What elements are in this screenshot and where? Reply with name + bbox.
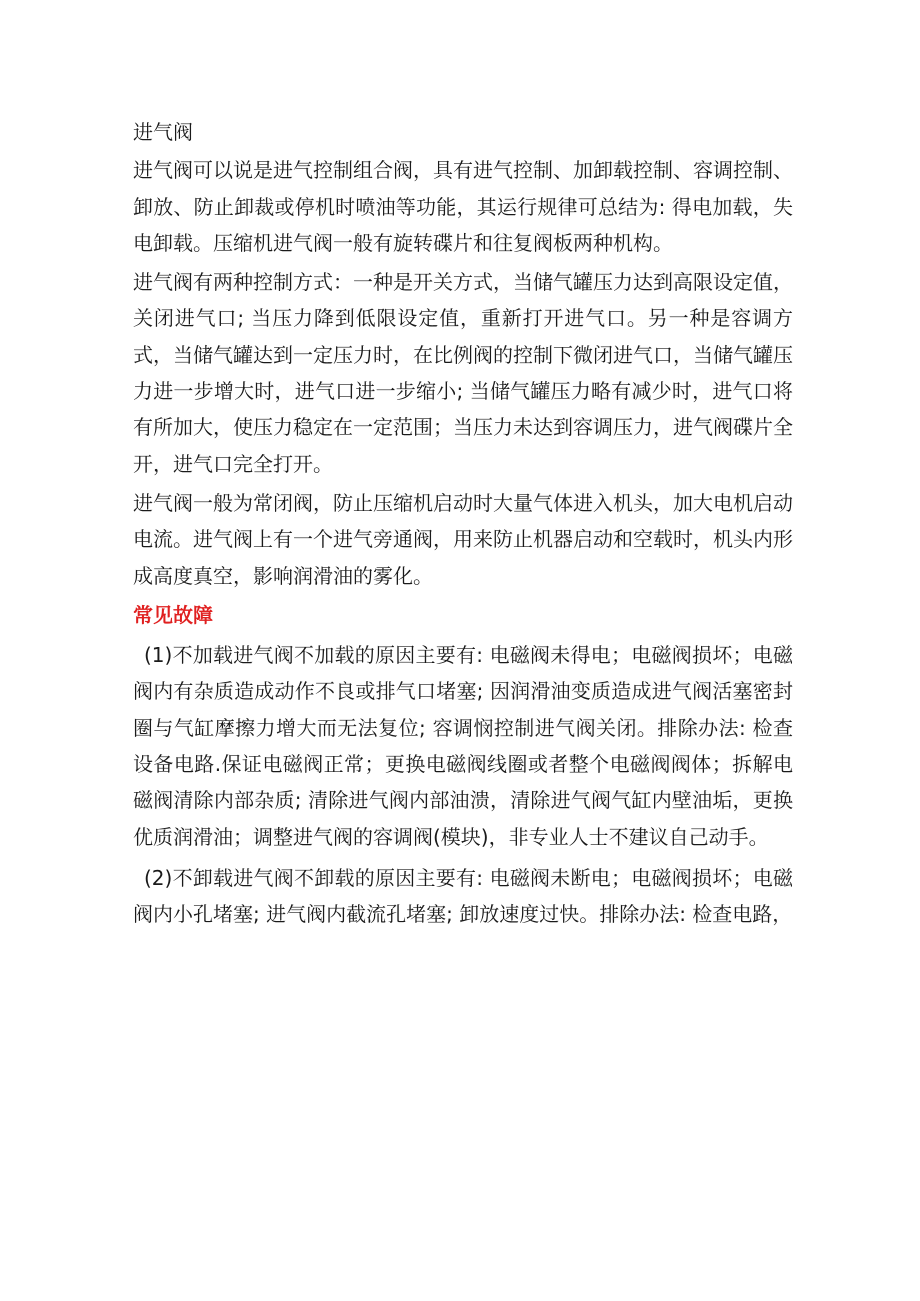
paragraph-intro: 进气阀可以说是进气控制组合阀，具有进气控制、加卸载控制、容调控制、卸放、防止卸裁或停机时喷油等功能，其运行规律可总结为: 得电加载，失电卸载。压缩机进气阀一般有旋转碟片和往复阀板两种机构。 [133, 158, 793, 255]
paragraph-normally-closed: 进气阀一般为常闭阀，防止压缩机启动时大量气体进入机头，加大电机启动电流。进气阀上有一个进气旁通阀，用来防止机器启动和空载时，机头内形成高度真空，影响润滑油的雾化。 [133, 490, 793, 588]
fault-item-no-unload: (2)不卸载进气阀不卸载的原因主要有: 电磁阀未断电；电磁阀损坏；电磁阀内小孔堵塞; 进气阀内截流孔堵塞; 卸放速度过快。排除办法: 检查电路， [133, 865, 793, 927]
paragraph-control-modes: 进气阀有两种控制方式：一种是开关方式，当储气罐压力达到高限设定值，关闭进气口; 当压力降到低限设定值，重新打开进气口。另一种是容调方式，当储气罐达到一定压力时，在比例阀的控制下微闭进气口，当储气罐压力进一步增大时，进气口进一步缩小; 当储气罐压力略有减少时，进气口将有所加大，使压力稳定在一定范围；当压力未达到容调压力，进气阀碟片全开，进气口完全打开。 [133, 270, 793, 476]
fault-item-no-load: (1)不加载进气阀不加载的原因主要有: 电磁阀未得电；电磁阀损坏；电磁阀内有杂质造成动作不良或排气口堵塞; 因润滑油变质造成进气阀活塞密封圈与气缸摩擦力增大而无法复位; 容调悯控制进气阀关闭。排除办法: 检查设备电路.保证电磁阀正常；更换电磁阀线圈或者整个电磁阀阀体；拆解电磁阀清除内部杂质; 清除进气阀内部油溃，清除进气阀气缸内壁油垢，更换优质润滑油；调整进气阀的容调阀(模块)，非专业人士不建议自己动手。 [133, 643, 793, 849]
document-title: 进气阀 [133, 120, 193, 144]
section-heading-common-faults: 常见故障 [133, 602, 213, 627]
document-body [133, 114, 793, 938]
